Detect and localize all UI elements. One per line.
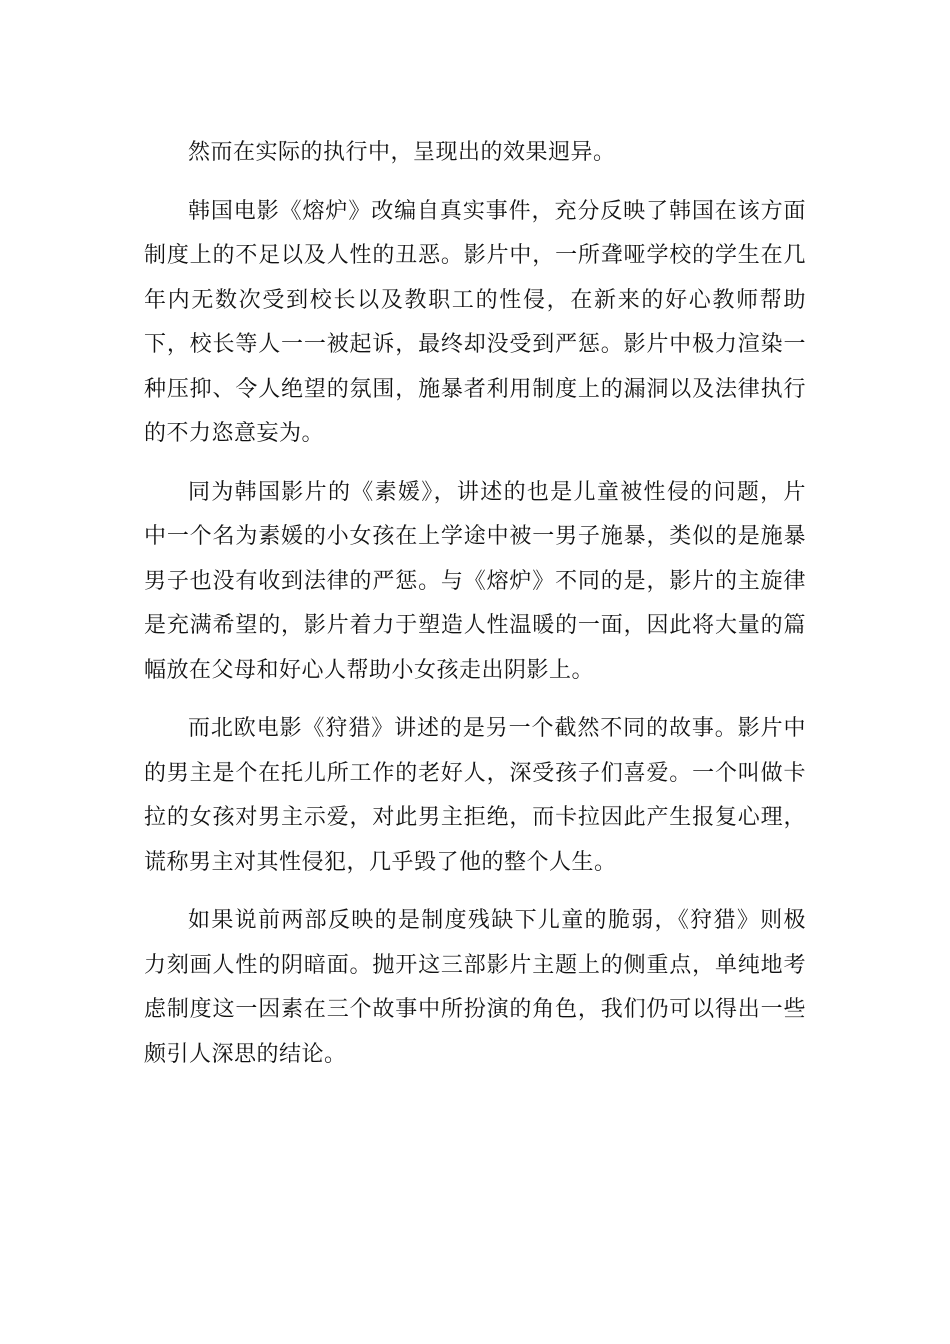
- paragraph-1: 然而在实际的执行中，呈现出的效果迥异。: [188, 140, 616, 165]
- document-body: [144, 131, 806, 1091]
- paragraph-2: 韩国电影《熔炉》改编自真实事件，充分反映了韩国在该方面制度上的不足以及人性的丑恶。影片中，一所聋哑学校的学生在几年内无数次受到校长以及教职工的性侵，在新来的好心教师帮助下，校长等人一一被起诉，最终却没受到严惩。影片中极力渲染一种压抑、令人绝望的氛围，施暴者利用制度上的漏洞以及法律执行的不力恣意妄为。: [144, 198, 806, 446]
- paragraph-4: 而北欧电影《狩猎》讲述的是另一个截然不同的故事。影片中的男主是个在托儿所工作的老好人，深受孩子们喜爱。一个叫做卡拉的女孩对男主示爱，对此男主拒绝，而卡拉因此产生报复心理，谎称男主对其性侵犯，几乎毁了他的整个人生。: [144, 716, 806, 875]
- paragraph-3: 同为韩国影片的《素媛》，讲述的也是儿童被性侵的问题，片中一个名为素媛的小女孩在上学途中被一男子施暴，类似的是施暴男子也没有收到法律的严惩。与《熔炉》不同的是，影片的主旋律是充满希望的，影片着力于塑造人性温暖的一面，因此将大量的篇幅放在父母和好心人帮助小女孩走出阴影上。: [144, 479, 806, 683]
- paragraph-5: 如果说前两部反映的是制度残缺下儿童的脆弱，《狩猎》则极力刻画人性的阴暗面。抛开这三部影片主题上的侧重点，单纯地考虑制度这一因素在三个故事中所扮演的角色，我们仍可以得出一些颇引人深思的结论。: [144, 908, 806, 1067]
